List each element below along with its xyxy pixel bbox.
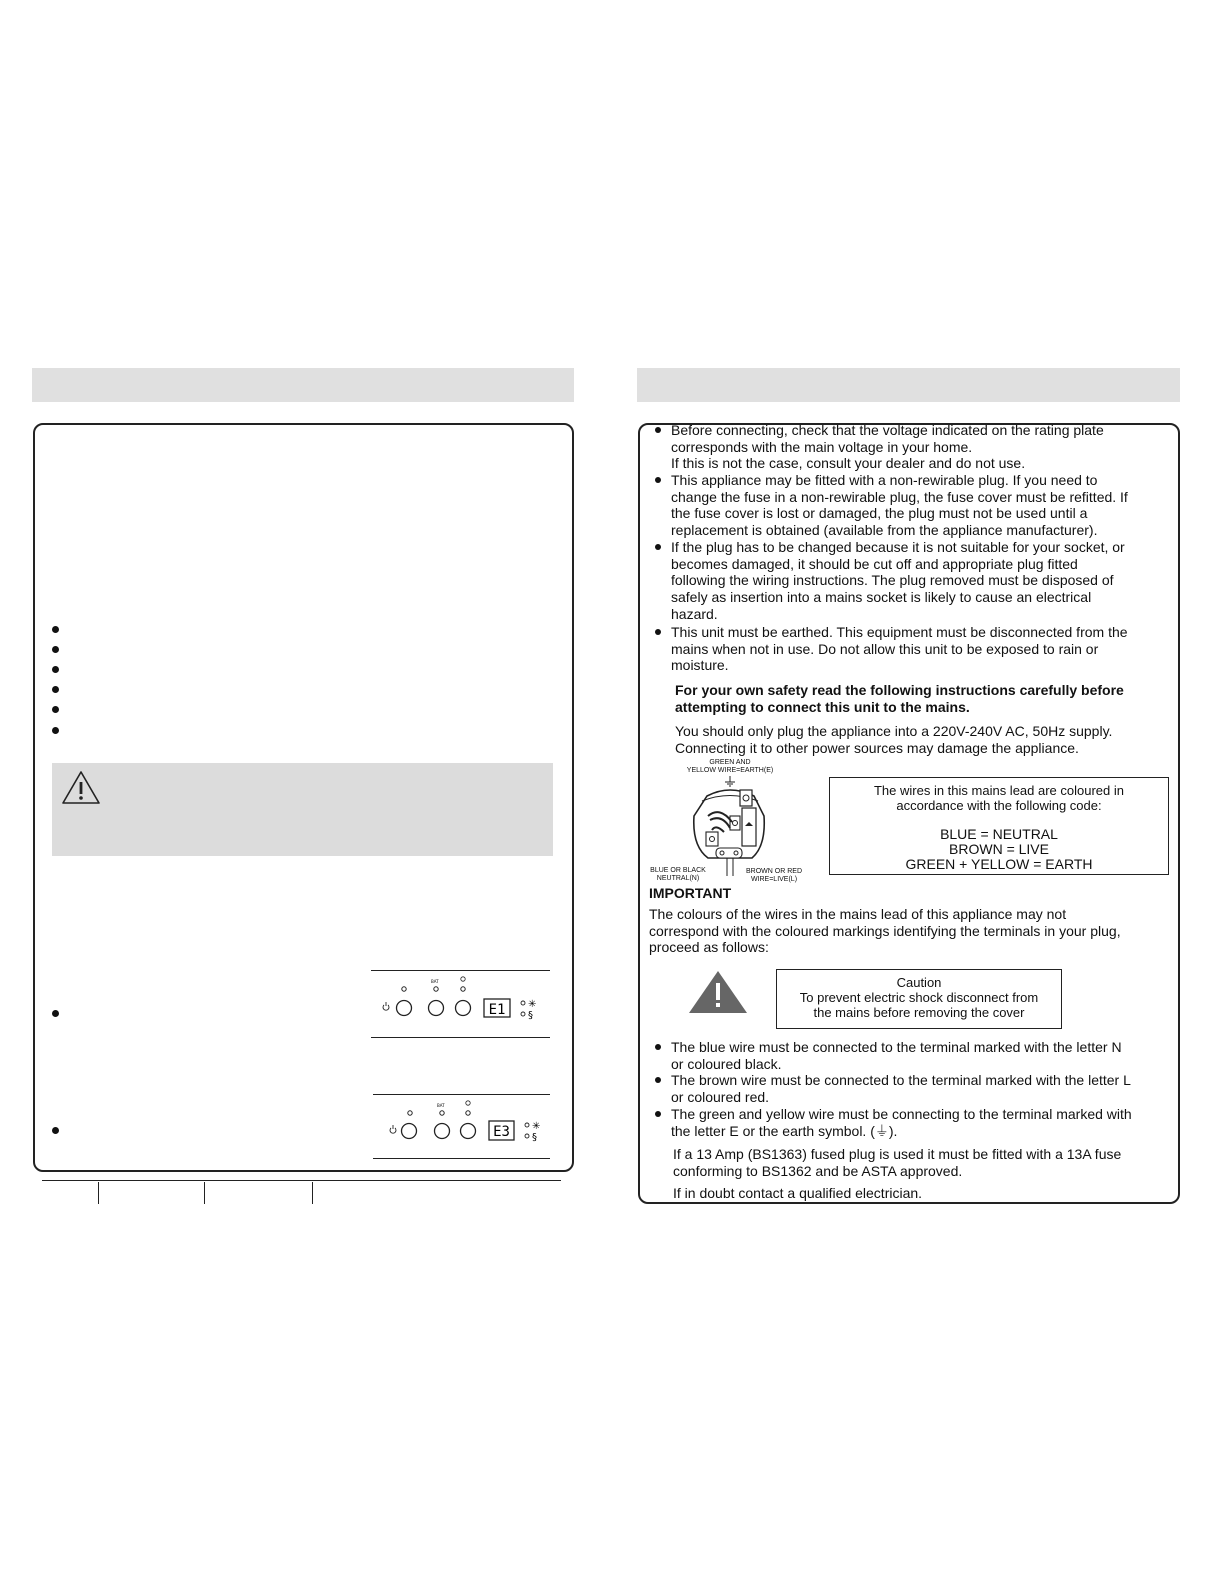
plug-label-earth: GREEN AND YELLOW WIRE=EARTH(E) — [686, 759, 774, 774]
mode-button[interactable] — [429, 1001, 444, 1016]
text-line: corresponds with the main voltage in your home. — [671, 438, 973, 455]
list-item-bullet — [655, 544, 661, 550]
right-header-bar — [637, 368, 1180, 402]
text-line: the letter E or the earth symbol. (⏚). — [671, 1122, 898, 1139]
plug-label-live: BROWN OR RED WIRE=LIVE(L) — [746, 868, 802, 883]
text-line: hazard. — [671, 605, 718, 622]
control-panel-e1 — [371, 970, 550, 1038]
plug-label-neutral: BLUE OR BLACK NEUTRAL(N) — [650, 867, 706, 882]
text-line: The green and yellow wire must be connecting to the terminal marked with — [671, 1106, 1132, 1122]
list-item-bullet — [655, 1111, 661, 1117]
panel-mini-label: BAT — [437, 1103, 445, 1108]
text-line: correspond with the coloured markings identifying the terminals in your plug, — [649, 922, 1121, 939]
text-line: You should only plug the appliance into a 220V-240V AC, 50Hz supply. — [675, 723, 1113, 739]
caution-box — [776, 969, 1062, 1029]
supply-text — [675, 723, 1165, 756]
footer-rule — [42, 1180, 561, 1181]
text-line: or coloured black. — [671, 1055, 782, 1072]
text-line: This unit must be earthed. This equipment must be disconnected from the — [671, 624, 1128, 640]
wire-colour-code-box — [829, 777, 1169, 875]
list-item-bullet — [655, 629, 661, 635]
plug-wiring-diagram — [672, 776, 792, 876]
display-code: E3 — [493, 1124, 510, 1140]
text-line: safely as insertion into a mains socket is likely to cause an electrical — [671, 589, 1092, 606]
list-item-bullet — [52, 666, 59, 673]
list-item-bullet — [52, 1127, 59, 1134]
text-line: following the wiring instructions. The plug removed must be disposed of — [671, 572, 1114, 589]
control-panel-drawing — [373, 1095, 550, 1158]
footer-divider — [312, 1182, 313, 1204]
fan-icon: § — [528, 1010, 533, 1021]
fuse-text — [673, 1146, 1168, 1179]
text-line: accordance with the following code: — [896, 798, 1102, 813]
text-line: change the fuse in a non-rewirable plug, the fuse cover must be refitted. If — [671, 488, 1128, 505]
text-line: The blue wire must be connected to the terminal marked with the letter N — [671, 1039, 1122, 1055]
fan-icon: § — [532, 1132, 537, 1143]
control-panel-e3 — [373, 1094, 550, 1159]
snowflake-icon: ✳ — [532, 1121, 541, 1132]
warning-triangle-icon — [61, 770, 101, 806]
control-panel-drawing — [371, 971, 550, 1037]
snowflake-icon: ✳ — [528, 999, 537, 1010]
list-item-bullet — [655, 1077, 661, 1083]
power-button[interactable] — [397, 1001, 412, 1016]
earth-symbol-icon — [725, 776, 735, 786]
display-code: E1 — [488, 1002, 506, 1018]
text-line: moisture. — [671, 657, 729, 674]
text-line: conforming to BS1362 and be ASTA approved. — [673, 1162, 963, 1179]
code-line: GREEN + YELLOW = EARTH — [905, 856, 1093, 872]
text-line: Before connecting, check that the voltage indicated on the rating plate — [671, 422, 1104, 438]
text-line: If the plug has to be changed because it is not suitable for your socket, or — [671, 539, 1125, 555]
text-line: To prevent electric shock disconnect from — [799, 990, 1039, 1005]
mode-button[interactable] — [435, 1124, 450, 1139]
footer-divider — [98, 1182, 99, 1204]
power-button[interactable] — [402, 1124, 417, 1139]
list-item-bullet — [655, 1044, 661, 1050]
list-item-bullet — [52, 646, 59, 653]
text-line: attempting to connect this unit to the mains. — [675, 698, 970, 715]
list-item-bullet — [52, 626, 59, 633]
text-line: proceed as follows: — [649, 939, 769, 956]
text-line: replacement is obtained (available from the appliance manufacturer). — [671, 522, 1098, 539]
text-line: The colours of the wires in the mains lead of this appliance may not — [649, 906, 1067, 922]
text-line: Connecting it to other power sources may damage the appliance. — [675, 739, 1079, 756]
caution-title: Caution — [896, 975, 942, 990]
list-item-bullet — [655, 427, 661, 433]
doubt-text: If in doubt contact a qualified electrician. — [673, 1185, 923, 1201]
list-item-bullet — [655, 477, 661, 483]
list-item-bullet — [52, 727, 59, 734]
code-line: BROWN = LIVE — [949, 841, 1049, 857]
text-line: the fuse cover is lost or damaged, the plug must not be used until a — [671, 505, 1088, 522]
text-line: If this is not the case, consult your dealer and do not use. — [671, 455, 1026, 472]
warning-box — [52, 763, 553, 856]
timer-button[interactable] — [456, 1001, 471, 1016]
code-line: BLUE = NEUTRAL — [940, 826, 1058, 842]
safety-heading — [675, 682, 1165, 715]
caution-triangle-icon — [687, 969, 749, 1015]
list-item-bullet — [52, 1010, 59, 1017]
list-item-bullet — [52, 686, 59, 693]
text-line: the mains before removing the cover — [813, 1005, 1025, 1020]
text-line: This appliance may be fitted with a non-rewirable plug. If you need to — [671, 472, 1098, 488]
text-line: mains when not in use. Do not allow this unit to be exposed to rain or — [671, 640, 1099, 657]
panel-mini-label: BAT — [431, 979, 439, 984]
left-header-bar — [32, 368, 574, 402]
important-title: IMPORTANT — [649, 885, 732, 901]
power-icon — [383, 1002, 389, 1010]
footer-divider — [204, 1182, 205, 1204]
list-item-bullet — [52, 706, 59, 713]
text-line: becomes damaged, it should be cut off and appropriate plug fitted — [671, 555, 1078, 572]
text-line: or coloured red. — [671, 1088, 770, 1105]
text-line: The brown wire must be connected to the terminal marked with the letter L — [671, 1072, 1131, 1088]
text-line: The wires in this mains lead are coloured in — [873, 783, 1124, 798]
power-icon — [390, 1125, 396, 1133]
text-line: If a 13 Amp (BS1363) fused plug is used it must be fitted with a 13A fuse — [673, 1146, 1122, 1162]
important-text — [649, 906, 1169, 956]
timer-button[interactable] — [461, 1124, 476, 1139]
text-line: For your own safety read the following instructions carefully before — [675, 682, 1124, 698]
